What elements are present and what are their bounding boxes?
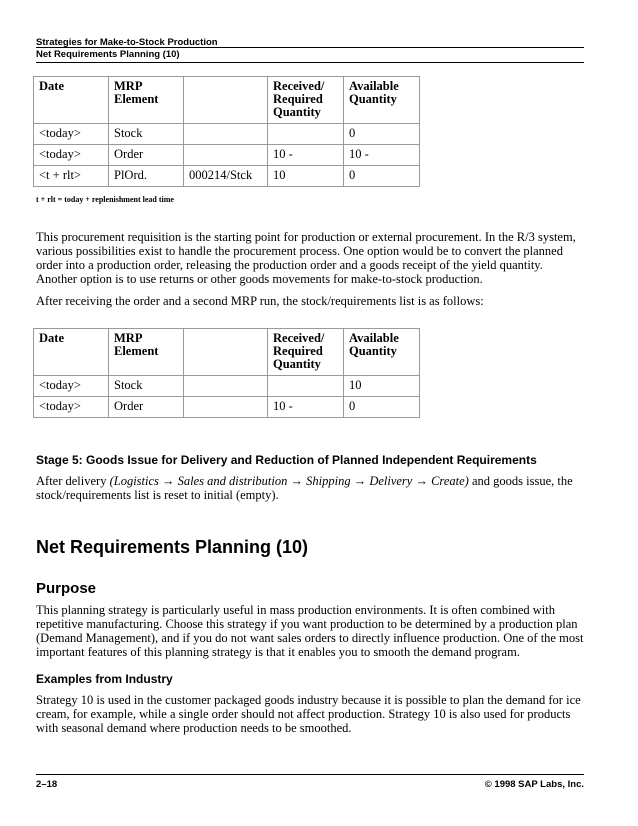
col-header-date: Date	[34, 329, 109, 376]
cell-available: 0	[344, 397, 420, 418]
cell-available: 10 -	[344, 145, 420, 166]
stage5-heading: Stage 5: Goods Issue for Delivery and Reduction of Planned Independent Requirements	[36, 453, 537, 467]
header-rule-top	[36, 47, 584, 48]
cell-date: <today>	[34, 145, 109, 166]
col-header-available: Available Quantity	[344, 77, 420, 124]
table-row	[34, 166, 420, 187]
col-header-received: Received/ Required Quantity	[268, 77, 344, 124]
cell-available: 0	[344, 166, 420, 187]
stage5-text-before: After delivery	[36, 474, 110, 488]
col-header-received: Received/ Required Quantity	[268, 329, 344, 376]
purpose-paragraph: This planning strategy is particularly useful in mass production environments. It is often combined with repetitive manufacturing. Choose this strategy if you want production to be determined by a production plan (Demand Management), and if you do not want sales orders to directly influence production. One of the most important features of this planning strategy is that it enables you to smooth the demand program.	[36, 603, 584, 659]
cell-available: 10	[344, 376, 420, 397]
cell-blank	[184, 376, 268, 397]
stock-requirements-table-2	[33, 328, 420, 418]
cell-blank	[184, 145, 268, 166]
examples-heading: Examples from Industry	[36, 672, 173, 686]
cell-blank: 000214/Stck	[184, 166, 268, 187]
running-header-title: Strategies for Make-to-Stock Production	[36, 37, 218, 48]
col-header-mrp-element: MRP Element	[109, 329, 184, 376]
cell-blank	[184, 124, 268, 145]
paragraph-after-receiving: After receiving the order and a second MRP run, the stock/requirements list is as follows:	[36, 294, 484, 308]
purpose-heading: Purpose	[36, 580, 97, 597]
stage5-text-after: and goods issue, the stock/requirements list is reset to initial (empty).	[36, 474, 573, 502]
table-header-row	[34, 329, 420, 376]
cell-mrp-element: Stock	[109, 376, 184, 397]
cell-mrp-element: Order	[109, 397, 184, 418]
col-header-blank	[184, 77, 268, 124]
copyright: © 1998 SAP Labs, Inc.	[484, 779, 584, 790]
cell-blank	[184, 397, 268, 418]
cell-date: <today>	[34, 376, 109, 397]
table-row	[34, 124, 420, 145]
section-title: Net Requirements Planning (10)	[36, 537, 309, 557]
header-rule-bottom	[36, 62, 584, 63]
cell-received	[268, 124, 344, 145]
running-header-subtitle: Net Requirements Planning (10)	[36, 49, 180, 60]
page-number: 2–18	[36, 779, 58, 790]
stock-requirements-table-1	[33, 76, 420, 187]
table-footnote: t + rlt = today + replenishment lead time	[36, 195, 174, 204]
cell-received	[268, 376, 344, 397]
cell-date: <t + rlt>	[34, 166, 109, 187]
col-header-mrp-element: MRP Element	[109, 77, 184, 124]
cell-available: 0	[344, 124, 420, 145]
table-header-row	[34, 77, 420, 124]
cell-mrp-element: PlOrd.	[109, 166, 184, 187]
table-row	[34, 145, 420, 166]
cell-received: 10 -	[268, 397, 344, 418]
col-header-available: Available Quantity	[344, 329, 420, 376]
cell-mrp-element: Order	[109, 145, 184, 166]
examples-paragraph: Strategy 10 is used in the customer packaged goods industry because it is possible to plan the demand for ice cream, for example, while a single order should not affect production. Strategy 10 is also used for products with seasonal demand where production needs to be smoothed.	[36, 693, 581, 735]
cell-received: 10 -	[268, 145, 344, 166]
table-row	[34, 376, 420, 397]
stage5-menu-path: (Logistics → Sales and distribution → Shipping → Delivery → Create)	[109, 474, 469, 488]
col-header-date: Date	[34, 77, 109, 124]
cell-date: <today>	[34, 397, 109, 418]
col-header-blank	[184, 329, 268, 376]
table-row	[34, 397, 420, 418]
cell-received: 10	[268, 166, 344, 187]
cell-mrp-element: Stock	[109, 124, 184, 145]
stage5-paragraph	[36, 474, 584, 502]
cell-date: <today>	[34, 124, 109, 145]
footer-rule	[36, 774, 584, 775]
paragraph-procurement: This procurement requisition is the starting point for production or external procurement. In the R/3 system, various possibilities exist to handle the procurement process. One option would be to convert the planned order into a production order, releasing the production order and a goods receipt of the yield quantity. Another option is to use returns or other goods movements for make-to-stock production.	[36, 230, 576, 286]
